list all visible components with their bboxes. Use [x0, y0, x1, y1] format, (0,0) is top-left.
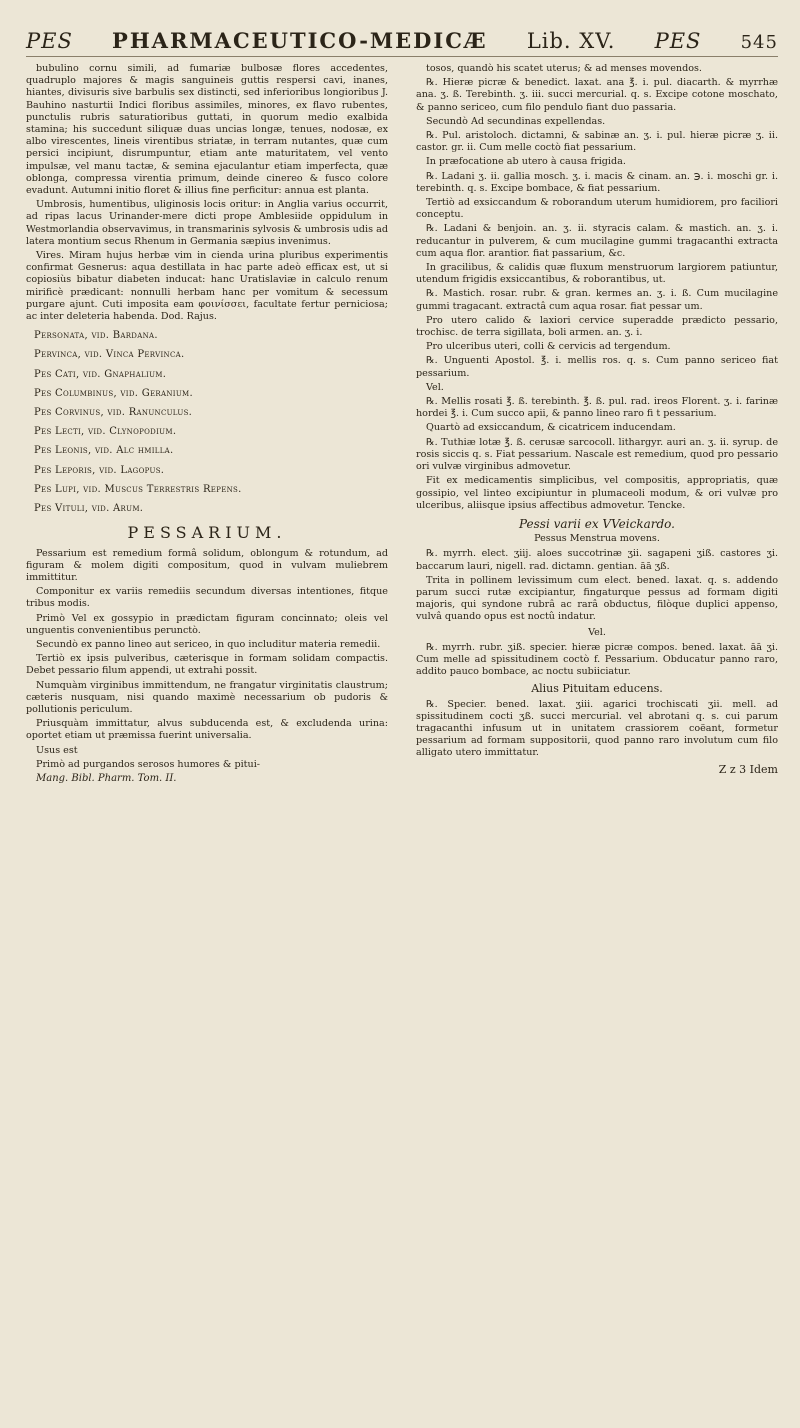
- paragraph: bubulino cornu simili, ad fumariæ bulbosæ flores accedentes, quadruplo majores & magis sanguineis guttis respersi cavi, inanes, hiantes, divisuris sive barbulis sex distincti, sed inferioribus longioribus J. Bauhino nasturtii Indici floribus assimiles, minores, ex flavo rubentes, punctulis rubris saturatioribus guttati, in quorum medio exalbida stamina; his succedunt siliquæ duas uncias longæ, tenues, nodosæ, ex albo virescentes, lineis virentibus striatæ, in terram nutantes, quæ cum persici incipiunt, disrumpuntur, etiam ante maturitatem, vel vento impulsæ, vel manu tactæ, & semina ejaculantur etiam imperfecta, quæ oblonga, compressa virentia primum, deinde cinereo & fusco colore evadunt. Autumni initio floret & illius fine perficitur: annua est planta.: [26, 63, 388, 197]
- paragraph: ℞. myrrh. rubr. ʒiß. specier. hieræ picræ compos. bened. laxat. āā ʒi. Cum melle ad spissitudinem coctò f. Pessarium. Obducatur panno raro, addito pauco bombace, ac noctu subiiciatur.: [416, 641, 778, 678]
- paragraph: Umbrosis, humentibus, uliginosis locis oritur: in Anglia varius occurrit, ad ripas lacus Urinander-mere dicti prope Amblesiide oppidulum in Westmorlandia observavimus, in transmarinis sylvosis & umbrosis udis ad latera montium secus Rhenum in Germania sæpius invenimus.: [26, 199, 388, 247]
- paragraph: ℞. myrrh. elect. ʒiij. aloes succotrinæ ʒii. sagapeni ʒiß. castores ʒi. baccarum lauri, nigell. rad. dictamn. gentian. āā ʒß.: [416, 548, 778, 572]
- header-title: PHARMACEUTICO-MEDICÆ: [112, 28, 488, 53]
- paragraph: Componitur ex variis remediis secundum diversas intentiones, fitque tribus modis.: [26, 586, 388, 610]
- cross-reference: Pes Leporis, vid. Lagopus.: [34, 464, 165, 476]
- section-heading: PESSARIUM.: [127, 523, 287, 543]
- paragraph: Usus est: [36, 744, 78, 756]
- paragraph: ℞. Tuthiæ lotæ ℥. ß. cerusæ sarcocoll. lithargyr. auri an. ʒ. ii. syrup. de rosis siccis q. s. Fiat pessarium. Nascale est remedium, quod pro pessario ori vulvæ virginibus admovetur.: [416, 436, 778, 473]
- centered-line: Pessus Menstrua movens.: [534, 533, 660, 545]
- paragraph: Pro ulceribus uteri, colli & cervicis ad tergendum.: [426, 341, 671, 353]
- paragraph: Vel.: [426, 381, 444, 393]
- cross-reference: Pes Vituli, vid. Arum.: [34, 503, 144, 515]
- paragraph: Secundò ex panno lineo aut sericeo, in quo includitur materia remedii.: [36, 638, 381, 650]
- paragraph: Pro utero calido & laxiori cervice superadde prædicto pessario, trochisc. de terra sigillata, boli armen. an. ʒ. i.: [416, 314, 778, 339]
- paragraph: Quartò ad exsiccandum, & cicatricem inducendam.: [426, 422, 676, 434]
- cross-reference: Pervinca, vid. Vinca Pervinca.: [34, 349, 185, 361]
- running-head: [26, 30, 778, 57]
- paragraph: ℞. Ladani & benjoin. an. ʒ. ii. styracis calam. & mastich. an. ʒ. i. reducantur in pulverem, & cum mucilagine gummi tragacanthi extracta cum aqua flor. arantior. fiat passarium, &c.: [416, 223, 778, 259]
- paragraph: ℞. Hieræ picræ & benedict. laxat. ana ℥. i. pul. diacarth. & myrrhæ ana. ʒ. ß. Terebinth. ʒ. iii. succi mercurial. q. s. Excipe cotone moschato, & panno sericeo, cum filo pendulo fiant duo passaria.: [416, 77, 778, 113]
- cross-reference: Pes Cati, vid. Gnaphalium.: [34, 368, 167, 380]
- signature-line: Z z 3 Idem: [718, 762, 778, 776]
- left-column: [26, 63, 388, 787]
- paragraph: Tertiò ad exsiccandum & roborandum uterum humidiorem, pro faciliori conceptu.: [416, 197, 778, 221]
- cross-reference: Pes Lupi, vid. Muscus Terrestris Repens.: [34, 483, 242, 495]
- paragraph: Vires. Miram hujus herbæ vim in cienda urina pluribus experimentis confirmat Gesnerus: aqua destillata in hac parte adeò efficax est, ut si copiosiùs bibatur diabeten inducat: hanc Uratislaviæ in calculo renum mirificè prædicant: nonnulli herbam hanc per vomitum & secessum purgare ajunt. Cuti imposita eam φοινίσσει, facultate fertur perniciosa; ac inter deleteria habenda. Dod. Rajus.: [26, 250, 388, 323]
- paragraph: Numquàm virginibus immittendum, ne frangatur virginitatis claustrum; cæteris nusquam, nisi quando maximè necessarium ob pudoris & pollutionis periculum.: [26, 679, 388, 715]
- footer-note: Mang. Bibl. Pharm. Tom. II.: [36, 772, 177, 784]
- cross-reference: Pes Leonis, vid. Alc hmilla.: [34, 445, 174, 457]
- paragraph: Primò ad purgandos serosos humores & pitui-: [36, 758, 261, 770]
- header-right-word: PES: [654, 29, 702, 53]
- paragraph: ℞. Mastich. rosar. rubr. & gran. kermes an. ʒ. i. ß. Cum mucilagine gummi tragacant. extractâ cum aqua rosar. fiat pessar um.: [416, 288, 778, 312]
- paragraph: Tertiò ex ipsis pulveribus, cæterisque in formam solidam compactis. Debet pessario filum appendi, ut extrahi possit.: [26, 653, 388, 677]
- paragraph: Trita in pollinem levissimum cum elect. bened. laxat. q. s. addendo parum succi rutæ excipiantur, fingaturque pessus ad formam digiti majoris, qui syndone rubrâ ac rarâ obductus, filòque duplici appenso, vulvâ quando opus est noctû indatur.: [416, 574, 778, 623]
- cross-reference: Pes Columbinus, vid. Geranium.: [34, 387, 193, 399]
- page-number: 545: [740, 32, 778, 53]
- paragraph: Fit ex medicamentis simplicibus, vel compositis, appropriatis, quæ gossipio, vel linteo excipiuntur in plumaceoli modum, & ori vulvæ pro ulceribus, aliisque ipsius affectibus admovetur. Tencke.: [416, 475, 778, 511]
- paragraph: ℞. Ladani ʒ. ii. gallia mosch. ʒ. i. macis & cinam. an. ℈. i. moschi gr. i. terebinth. q. s. Excipe bombace, & fiat pessarium.: [416, 170, 778, 194]
- subheading: Pessi varii ex VVeickardo.: [518, 516, 675, 531]
- paragraph: Priusquàm immittatur, alvus subducenda est, & excludenda urina: oportet etiam ut præmissa fuerint universalia.: [26, 718, 388, 742]
- cross-reference: Pes Corvinus, vid. Ranunculus.: [34, 407, 193, 419]
- paragraph: ℞. Mellis rosati ℥. ß. terebinth. ℥. ß. pul. rad. ireos Florent. ʒ. i. farinæ hordei ℥. i. Cum succo apii, & panno lineo raro fi t pessarium.: [416, 396, 778, 420]
- paragraph: ℞. Pul. aristoloch. dictamni, & sabinæ an. ʒ. i. pul. hieræ picræ ʒ. ii. castor. gr. ii. Cum melle coctò fiat pessarium.: [416, 130, 778, 154]
- centered-line: Alius Pituitam educens.: [531, 682, 663, 696]
- paragraph: Secundò Ad secundinas expellendas.: [426, 115, 606, 127]
- paragraph: tosos, quandò his scatet uterus; & ad menses movendos.: [426, 63, 702, 74]
- columns: [26, 63, 778, 787]
- paragraph: In præfocatione ab utero à causa frigida.: [426, 156, 626, 168]
- cross-reference: Personata, vid. Bardana.: [34, 330, 158, 342]
- paragraph: ℞. Unguenti Apostol. ℥. i. mellis ros. q. s. Cum panno sericeo fiat pessarium.: [416, 355, 778, 379]
- paragraph: In gracilibus, & calidis quæ fluxum menstruorum largiorem patiuntur, utendum frigidis exsiccantibus, & roborantibus, ut.: [416, 262, 778, 286]
- cross-reference: Pes Lecti, vid. Clynopodium.: [34, 426, 177, 438]
- right-column: [416, 63, 778, 787]
- paragraph: Primò Vel ex gossypio in prædictam figuram concinnato; oleis vel unguentis convenientibus perunctò.: [26, 612, 388, 636]
- paragraph: ℞. Specier. bened. laxat. ʒiii. agarici trochiscati ʒii. mell. ad spissitudinem cocti ʒß. succi mercurial. vel abrotani q. s. cui parum tragacanthi infusum ut in unitatem crassiorem coëant, formetur pessarium ad formam suppositorii, quod panno raro involutum cum filo alligato utero immittatur.: [416, 698, 778, 759]
- paragraph: Pessarium est remedium formâ solidum, oblongum & rotundum, ad figuram & molem digiti compositum, quod in vulvam muliebrem immittitur.: [26, 547, 388, 583]
- header-book: Lib. XV.: [526, 29, 616, 53]
- centered-line: Vel.: [588, 626, 606, 638]
- header-left-word: PES: [26, 29, 73, 53]
